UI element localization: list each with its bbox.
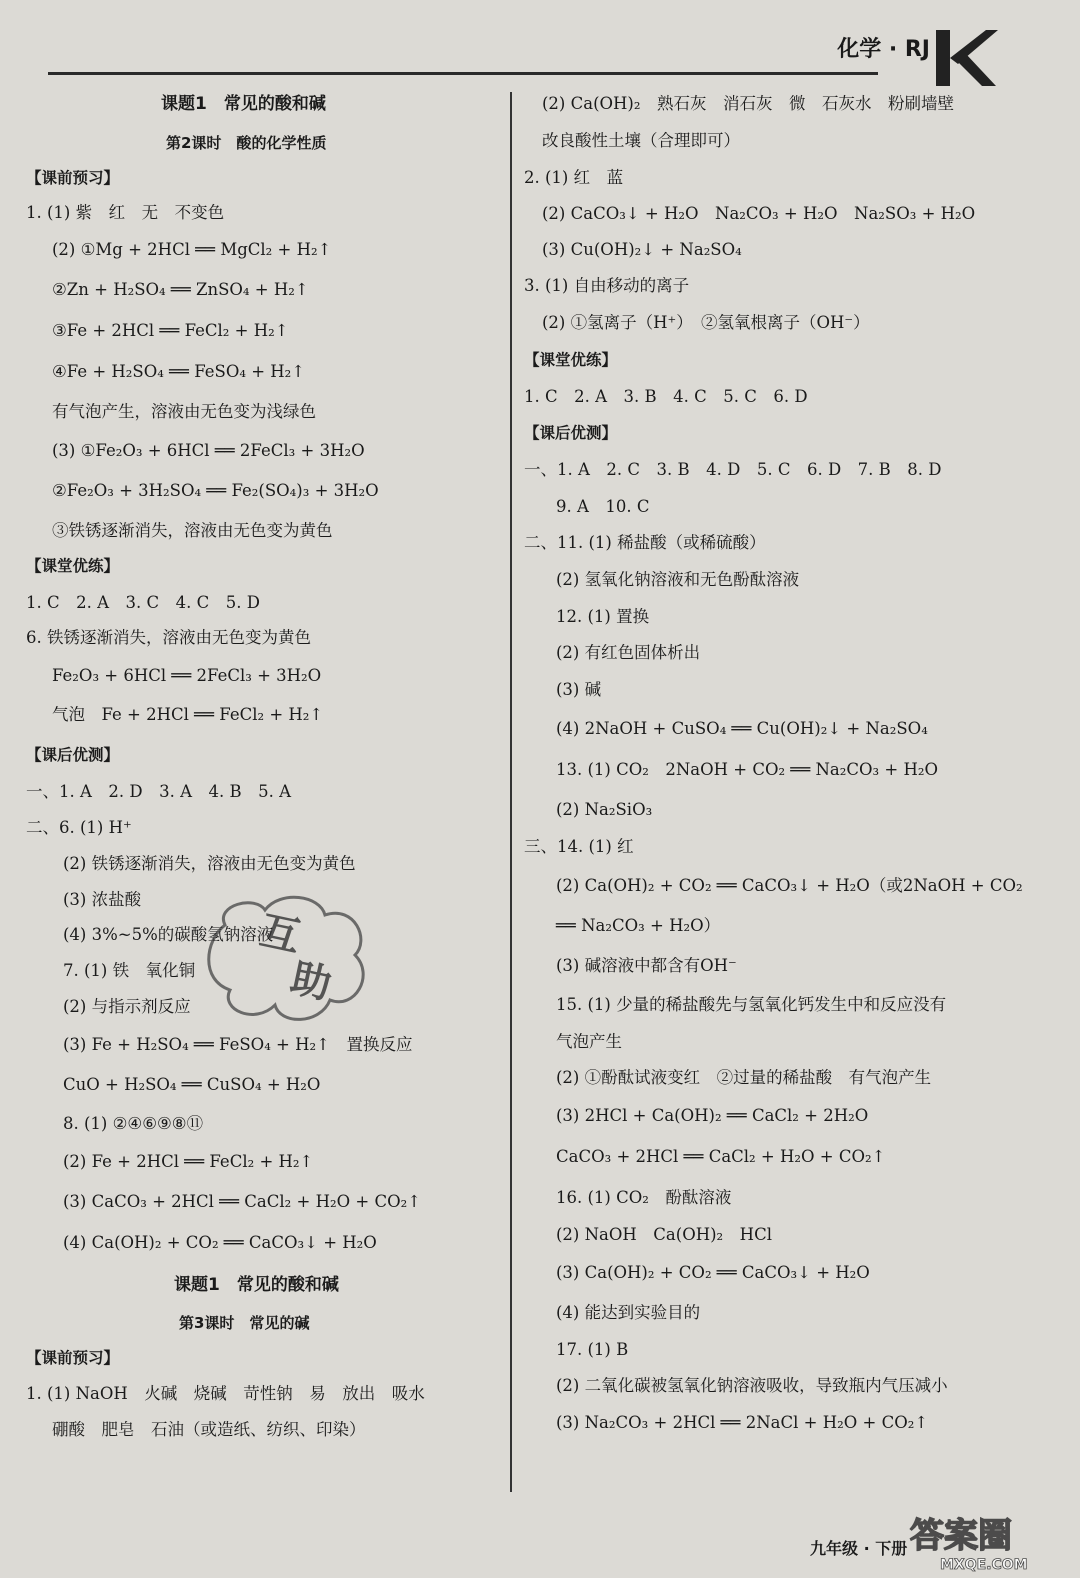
brand-k-logo-icon — [930, 28, 1000, 88]
answer-line: (3) ①Fe₂O₃ + 6HCl ══ 2FeCl₃ + 3H₂O — [52, 441, 365, 460]
lesson-title: 第3课时 常见的碱 — [179, 1314, 310, 1332]
answer-line: 1. C 2. A 3. B 4. C 5. C 6. D — [524, 387, 808, 406]
answer-line: 有气泡产生，溶液由无色变为浅绿色 — [52, 402, 316, 421]
answer-line: (2) 与指示剂反应 — [63, 997, 191, 1016]
answer-line: 一、1. A 2. C 3. B 4. D 5. C 6. D 7. B 8. D — [524, 460, 942, 479]
lesson-title: 第2课时 酸的化学性质 — [166, 134, 327, 152]
answer-line: (3) Cu(OH)₂↓ + Na₂SO₄ — [542, 240, 742, 259]
answer-line: (4) 2NaOH + CuSO₄ ══ Cu(OH)₂↓ + Na₂SO₄ — [556, 719, 928, 738]
section-heading: 【课后优测】 — [26, 746, 120, 764]
page-header — [20, 28, 1060, 78]
answer-line: (2) ①氢离子（H⁺） ②氢氧根离子（OH⁻） — [542, 313, 870, 332]
section-heading: 【课前预习】 — [26, 1349, 120, 1367]
answer-line: (3) CaCO₃ + 2HCl ══ CaCl₂ + H₂O + CO₂↑ — [63, 1192, 422, 1211]
answer-line: 16. (1) CO₂ 酚酞溶液 — [556, 1188, 732, 1207]
answer-line: (2) Fe + 2HCl ══ FeCl₂ + H₂↑ — [63, 1152, 314, 1171]
answer-line: 二、6. (1) H⁺ — [26, 818, 132, 837]
answer-line: (3) Na₂CO₃ + 2HCl ══ 2NaCl + H₂O + CO₂↑ — [556, 1413, 929, 1432]
answer-line: (3) 2HCl + Ca(OH)₂ ══ CaCl₂ + 2H₂O — [556, 1106, 869, 1125]
answer-line: (2) 氢氧化钠溶液和无色酚酞溶液 — [556, 570, 800, 589]
answer-line: ══ Na₂CO₃ + H₂O） — [556, 916, 721, 935]
answer-line: (2) Ca(OH)₂ + CO₂ ══ CaCO₃↓ + H₂O（或2NaOH + CO₂ — [556, 876, 1023, 895]
answer-line: (2) NaOH Ca(OH)₂ HCl — [556, 1225, 772, 1244]
answer-line: 1. (1) NaOH 火碱 烧碱 苛性钠 易 放出 吸水 — [26, 1384, 425, 1403]
answer-line: 13. (1) CO₂ 2NaOH + CO₂ ══ Na₂CO₃ + H₂O — [556, 760, 938, 779]
answer-line: 气泡产生 — [556, 1032, 622, 1051]
answer-line: 8. (1) ②④⑥⑨⑧⑪ — [63, 1114, 204, 1133]
answer-line: CaCO₃ + 2HCl ══ CaCl₂ + H₂O + CO₂↑ — [556, 1147, 886, 1166]
svg-text:答案圈: 答案圈 — [910, 1516, 1012, 1556]
answer-line: 6. 铁锈逐渐消失，溶液由无色变为黄色 — [26, 628, 311, 647]
section-heading: 【课堂优练】 — [26, 557, 120, 575]
answer-line: (2) 有红色固体析出 — [556, 643, 701, 662]
answer-line: 7. (1) 铁 氧化铜 — [63, 961, 196, 980]
section-heading: 【课堂优练】 — [524, 351, 618, 369]
answer-line: 1. C 2. A 3. C 4. C 5. D — [26, 593, 260, 612]
answer-line: 二、11. (1) 稀盐酸（或稀硫酸） — [524, 533, 766, 552]
answer-line: (2) CaCO₃↓ + H₂O Na₂CO₃ + H₂O Na₂SO₃ + H₂O — [542, 204, 976, 223]
answer-line: (3) Fe + H₂SO₄ ══ FeSO₄ + H₂↑ 置换反应 — [63, 1035, 413, 1054]
answer-line: 17. (1) B — [556, 1340, 629, 1359]
answer-line: ③铁锈逐渐消失，溶液由无色变为黄色 — [52, 521, 333, 540]
svg-text:互: 互 — [255, 907, 305, 962]
answer-line: 2. (1) 红 蓝 — [524, 168, 624, 187]
answer-line: 硼酸 肥皂 石油（或造纸、纺织、印染） — [52, 1420, 366, 1439]
answer-line: ④Fe + H₂SO₄ ══ FeSO₄ + H₂↑ — [52, 362, 306, 381]
answer-line: ②Zn + H₂SO₄ ══ ZnSO₄ + H₂↑ — [52, 280, 309, 299]
header-subject: 化学 · RJ — [837, 37, 930, 62]
lesson-title: 课题1 常见的酸和碱 — [174, 1275, 339, 1295]
answer-line: (3) Ca(OH)₂ + CO₂ ══ CaCO₃↓ + H₂O — [556, 1263, 870, 1282]
section-heading: 【课前预习】 — [26, 169, 120, 187]
answer-line: (3) 浓盐酸 — [63, 890, 142, 909]
answer-line: 气泡 Fe + 2HCl ══ FeCl₂ + H₂↑ — [52, 705, 324, 724]
watermark-logo-icon — [900, 1505, 1070, 1575]
answer-line: 3. (1) 自由移动的离子 — [524, 276, 690, 295]
svg-text:助: 助 — [286, 955, 336, 1009]
answer-line: CuO + H₂SO₄ ══ CuSO₄ + H₂O — [63, 1075, 321, 1094]
answer-line: (2) 铁锈逐渐消失，溶液由无色变为黄色 — [63, 854, 356, 873]
answer-line: (2) Ca(OH)₂ 熟石灰 消石灰 微 石灰水 粉刷墙壁 — [542, 94, 954, 113]
section-heading: 【课后优测】 — [524, 424, 618, 442]
answer-line: (4) 能达到实验目的 — [556, 1303, 701, 1322]
answer-line: (3) 碱 — [556, 680, 602, 699]
answer-line: (2) ①酚酞试液变红 ②过量的稀盐酸 有气泡产生 — [556, 1068, 932, 1087]
answer-line: (3) 碱溶液中都含有OH⁻ — [556, 956, 737, 975]
answer-line: 1. (1) 紫 红 无 不变色 — [26, 203, 225, 222]
answer-line: (2) 二氧化碳被氢氧化钠溶液吸收，导致瓶内气压减小 — [556, 1376, 948, 1395]
svg-text:MXQE.COM: MXQE.COM — [940, 1557, 1028, 1573]
answer-line: ②Fe₂O₃ + 3H₂SO₄ ══ Fe₂(SO₄)₃ + 3H₂O — [52, 481, 379, 500]
stamp-seal-icon — [195, 885, 385, 1035]
answer-line: (2) Na₂SiO₃ — [556, 800, 653, 819]
answer-line: Fe₂O₃ + 6HCl ══ 2FeCl₃ + 3H₂O — [52, 666, 322, 685]
answer-line: 12. (1) 置换 — [556, 607, 650, 626]
footer-grade: 九年级 · 下册 — [810, 1539, 908, 1558]
answer-line: (2) ①Mg + 2HCl ══ MgCl₂ + H₂↑ — [52, 240, 332, 259]
answer-line: ③Fe + 2HCl ══ FeCl₂ + H₂↑ — [52, 321, 289, 340]
answer-line: (4) 3%~5%的碳酸氢钠溶液 — [63, 925, 274, 944]
answer-line: 改良酸性土壤（合理即可） — [542, 131, 740, 150]
answer-line: 15. (1) 少量的稀盐酸先与氢氧化钙发生中和反应没有 — [556, 995, 947, 1014]
header-rule — [48, 72, 878, 75]
column-divider — [510, 92, 512, 1492]
answer-line: 三、14. (1) 红 — [524, 837, 634, 856]
answer-line: 9. A 10. C — [556, 497, 650, 516]
lesson-title: 课题1 常见的酸和碱 — [161, 94, 326, 114]
answer-line: (4) Ca(OH)₂ + CO₂ ══ CaCO₃↓ + H₂O — [63, 1233, 377, 1252]
answer-line: 一、1. A 2. D 3. A 4. B 5. A — [26, 782, 292, 801]
